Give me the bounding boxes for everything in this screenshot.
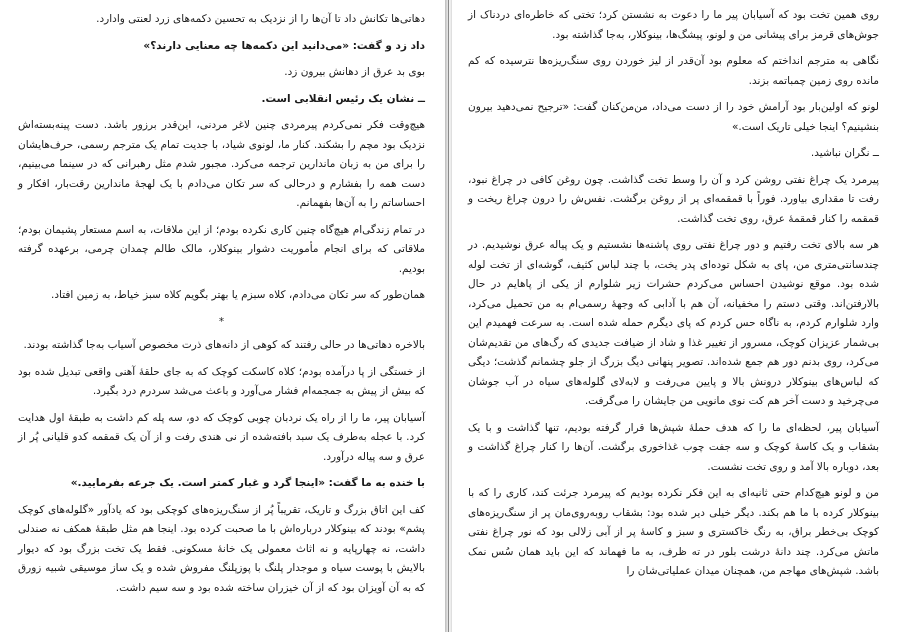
paragraph: روی همین تخت بود که آسیابان پیر ما را دعوت به نشستن کرد؛ تختی که خاطره‌ای دردناک از جوش‌های قرمز برای پیشانی من و لونو، پیشگ‌ها، بینوکلار، به‌جا گذاشته بود. xyxy=(468,9,879,41)
paragraph: آسیابان پیر، لحظه‌ای ما را که هدف حملهٔ شپش‌ها قرار گرفته بودیم، تنها گذاشت و با یک بشقاب و یک کاسهٔ کوچک و سه جفت چوب غذاخوری برگشت. آن‌ها را کنار چراغ گذاشت و بعد، دوباره بالا آمد و روی تخت نشست. xyxy=(468,421,879,473)
paragraph: همان‌طور که سر تکان می‌دادم، کلاه سبزم یا بهتر بگویم کلاه سبز خیاط، به زمین افتاد. xyxy=(51,289,425,301)
page-gutter xyxy=(445,0,452,632)
paragraph: نگاهی به مترجم انداختم که معلوم بود آن‌قدر از لیز خوردن روی سنگ‌ریزه‌ها نترسیده که کم مانده روی زمین چمباتمه بزند. xyxy=(468,55,879,87)
paragraph: * xyxy=(218,315,225,328)
paragraph: کف این اتاق بزرگ و تاریک، تقریباً پُر از سنگ‌ریزه‌های کوچکی بود که یادآور «گلوله‌های کوچک پشم» بودند که بینوکلار درباره‌اش با ما صحبت کرده بود. اینجا هم مثل طبقهٔ همکف نه صندلی داشت، نه چهارپایه و نه اثاث معمولی یک خانهٔ مسکونی. فقط یک تخت بزرگ بود که دیوار بالایش با پوست سیاه و موجدار پلنگ با پوزپلنگ مفروش شده و یک ساز موسیقی شبیه زورق که به آن آویزان بود که از آن خیزران ساخته شده بود و سه سیم داشت. xyxy=(18,503,425,594)
paragraph: هیچ‌وقت فکر نمی‌کردم پیرمردی چنین لاغر مردنی، این‌قدر برزور باشد. دست پینه‌بسته‌اش نزدیک بود مچم را بشکند. کنار ما، لونوی شیاد، با جدیت تمام یک مترجم رسمی، حرف‌هایشان را برای من به زبان ماندارین ترجمه می‌کرد. مجبور شدم مثل رهبرانی که در سینما می‌بینیم، دست همه را بفشارم و درحالی که سر تکان می‌دادم با یک لهجهٔ ماندارین رقت‌بار، افکار و احساساتم را به آن‌ها بفهمانم. xyxy=(18,119,425,209)
paragraph: دهاتی‌ها تکانش داد تا آن‌ها را از نزدیک به تحسین دکمه‌های زرد لعنتی وادارد. xyxy=(96,13,425,25)
paragraph: بالاخره دهاتی‌ها در حالی رفتند که کوهی از دانه‌های ذرت مخصوص آسیاب به‌جا گذاشته بودند. xyxy=(23,339,425,351)
paragraph: من و لونو هیچ‌کدام حتی ثانیه‌ای به این فکر نکرده بودیم که پیرمرد جرئت کند، کاری را که با بینوکلار کرده با ما هم بکند. دیگر خیلی دیر شده بود: بشقاب روبه‌روی‌مان پر از سنگ‌ریزه‌های کوچک بی‌خطر براق، به رنگ خاکستری و سبز و کاسهٔ پر از آبی زلالی بود که نور چراغ نفتی ماتش می‌کرد. چند دانهٔ درشت بلور در ته ظرف، به ما فهماند که این باید همان سُس نمک باشد. شپش‌های مهاجم من، همچنان میدان عملیاتی‌شان را xyxy=(468,487,879,577)
paragraph: با خنده به ما گفت: «اینجا گرد و غبار کمتر است. یک جرعه بفرمایید.» xyxy=(70,477,425,489)
paragraph: بوی بد عرق از دهانش بیرون زد. xyxy=(284,66,425,78)
paragraph: هر سه بالای تخت رفتیم و دور چراغ نفتی روی پاشنه‌ها نشستیم و یک پیاله عرق نوشیدیم. در چندسانتی‌متری من، پای به شکل توده‌ای پدر یخت، با چند لباس کثیف، گوشه‌ای از تخت لوله شده بود. موقع نوشیدن احساس می‌کردم حشرات زیر شلوارم از یکی از پاهایم در حال بالارفتن‌اند. وقتی دستم را مخفیانه، آن هم با آدابی که وجههٔ رسمی‌ام به من تحمیل می‌کرد، وارد شلوارم کردم، به ناگاه حس کردم که پای دیگرم حمله شده است. به سرعت فهمیدم این بی‌شمار عزیزان کوچک، مسرور از تغییر غذا و شاد از ضیافت جدیدی که رگ‌های من تقدیم‌شان می‌کرد، روی بدنم دور هم جمع شده‌اند. تصویر پنهانی دیگ بزرگ از جلو چشمانم گذشت؛ دیگی که لباس‌های بینوکلار درونش بالا و پایین می‌رفت و لابه‌لای گلوله‌های سیاه در آب جوشان می‌چرخید و دست آخر هم کت نوی مانویی من جایشان را می‌گرفت. xyxy=(468,239,879,407)
right-page xyxy=(452,0,897,632)
paragraph: پیرمرد یک چراغ نفتی روشن کرد و آن را وسط تخت گذاشت. چون روغن کافی در چراغ نبود، رفت تا مقداری بیاورد. فوراً با قمقمه‌ای پر از روغن برگشت. نفس‌ش را درون چراغ ریخت و قمقمه را کنار قمقمهٔ عرق، روی تخت گذاشت. xyxy=(468,173,879,225)
left-page xyxy=(0,0,445,632)
paragraph: آسیابان پیر، ما را از راه یک نردبان چوبی کوچک که دو، سه پله کم داشت به طبقهٔ اول هدایت کرد. با عجله به‌طرف یک سبد بافته‌شده از نی هندی رفت و از آن یک قمقمه کدو قلیانی پُر از عرق و سه پیاله درآورد. xyxy=(18,411,425,463)
paragraph: لونو که اولین‌بار بود آرامش خود را از دست می‌داد، من‌من‌کنان گفت: «ترجیح نمی‌دهید بیرون بنشینیم؟ اینجا خیلی تاریک است.» xyxy=(468,101,879,133)
paragraph: در تمام زندگی‌ام هیچ‌گاه چنین کاری نکرده بودم؛ از این ملاقات، به اسم مستعار پشیمان بودم؛ ملاقاتی که برای انجام مأموریت دشوار بینوکلار، مالک طالم چمدان چرمی، برعهده گرفته بودیم. xyxy=(18,223,425,275)
paragraph: ــ نگران نباشید. xyxy=(810,147,879,159)
paragraph: ــ نشان یک رئیس انقلابی است. xyxy=(261,92,425,105)
paragraph: داد زد و گفت: «می‌دانید این دکمه‌ها چه معنایی دارند؟» xyxy=(143,39,425,52)
paragraph: از خستگی از پا درآمده بودم؛ کلاه کاسکت کوچک که به جای حلقهٔ آهنی واقعی تبدیل شده بود که بیش از پیش به جمجمه‌ام فشار می‌آورد و باعث می‌شد سردرم درد بگیرد. xyxy=(18,365,425,397)
